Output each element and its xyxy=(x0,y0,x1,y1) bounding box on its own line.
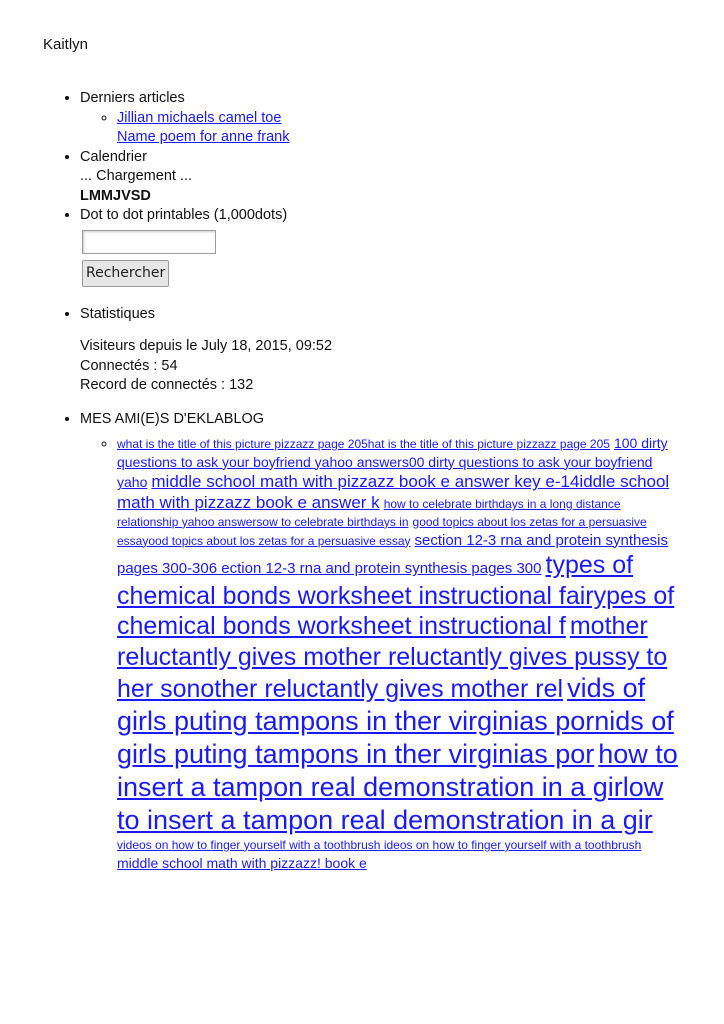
widget-amis xyxy=(80,410,690,874)
tag-link[interactable]: what is the title of this picture pizzazz page 205hat is the title of this picture pizzazz page 205 xyxy=(117,437,610,451)
article-link-jillian[interactable]: Jillian michaels camel toe xyxy=(117,109,282,126)
tag-link[interactable]: videos on how to finger yourself with a toothbrush ideos on how to finger yourself with a toothbrush xyxy=(117,837,642,852)
widget-statistiques xyxy=(80,305,690,396)
stats-record: Record de connectés : 132 xyxy=(80,377,254,393)
recent-articles-list xyxy=(80,109,690,148)
widget-derniers-articles xyxy=(80,89,690,148)
tag-link[interactable]: how to insert a tampon real demonstration in a girlow to insert a tampon real demonstration in a gir xyxy=(117,739,678,835)
calendar-loading-text: ... Chargement ... xyxy=(80,168,193,184)
widget-title-amis: MES AMI(E)S D'EKLABLOG xyxy=(80,410,265,427)
widget-calendrier xyxy=(80,148,690,207)
tag-link[interactable]: mother reluctantly gives mother reluctantly gives pussy to her sonother reluctantly gives mother rel xyxy=(117,612,668,704)
tag-link[interactable]: middle school math with pizzazz book e answer key e-14iddle school math with pizzazz book e answer k xyxy=(117,472,670,513)
widget-title-derniers: Derniers articles xyxy=(80,90,185,106)
list-item xyxy=(117,128,690,148)
tag-link[interactable]: 100 dirty questions to ask your boyfriend yahoo answers00 dirty questions to ask your boyfriend yaho xyxy=(117,435,668,491)
friends-blog-list xyxy=(80,435,690,873)
tag-link[interactable]: middle school math with pizzazz! book e xyxy=(117,854,367,871)
tag-link[interactable]: good topics about los zetas for a persuasive essayood topics about los zetas for a persuasive essay xyxy=(117,514,647,548)
sidebar-widgets xyxy=(0,89,690,873)
tag-link[interactable]: vids of girls puting tampons in ther virginias pornids of girls puting tampons in ther virginias por xyxy=(117,673,674,770)
widget-title-dot: Dot to dot printables (1,000dots) xyxy=(80,207,288,223)
widget-title-calendrier: Calendrier xyxy=(80,148,147,165)
widget-dot-to-dot xyxy=(80,206,690,287)
tag-link[interactable]: section 12-3 rna and protein synthesis pages 300-306 ection 12-3 rna and protein synthesis pages 300 xyxy=(117,531,669,578)
widget-title-statistiques: Statistiques xyxy=(80,305,155,322)
stats-connected: Connectés : 54 xyxy=(80,357,178,374)
site-title: Kaitlyn xyxy=(43,36,89,53)
tag-cloud xyxy=(117,435,685,873)
article-link-name-poem[interactable]: Name poem for anne frank xyxy=(117,129,290,145)
search-button[interactable]: Rechercher xyxy=(82,260,169,287)
tag-link[interactable]: how to celebrate birthdays in a long distance relationship yahoo answersow to celebrate birthdays in xyxy=(117,497,621,529)
stats-visitors: Visiteurs depuis le July 18, 2015, 09:52 xyxy=(80,338,333,354)
tag-link[interactable]: types of chemical bonds worksheet instructional fairypes of chemical bonds worksheet instructional f xyxy=(117,551,675,641)
list-item xyxy=(117,109,690,129)
search-input[interactable] xyxy=(82,230,216,254)
stats-block xyxy=(80,337,690,396)
calendar-day-headers: LMMJVSD xyxy=(80,187,151,204)
